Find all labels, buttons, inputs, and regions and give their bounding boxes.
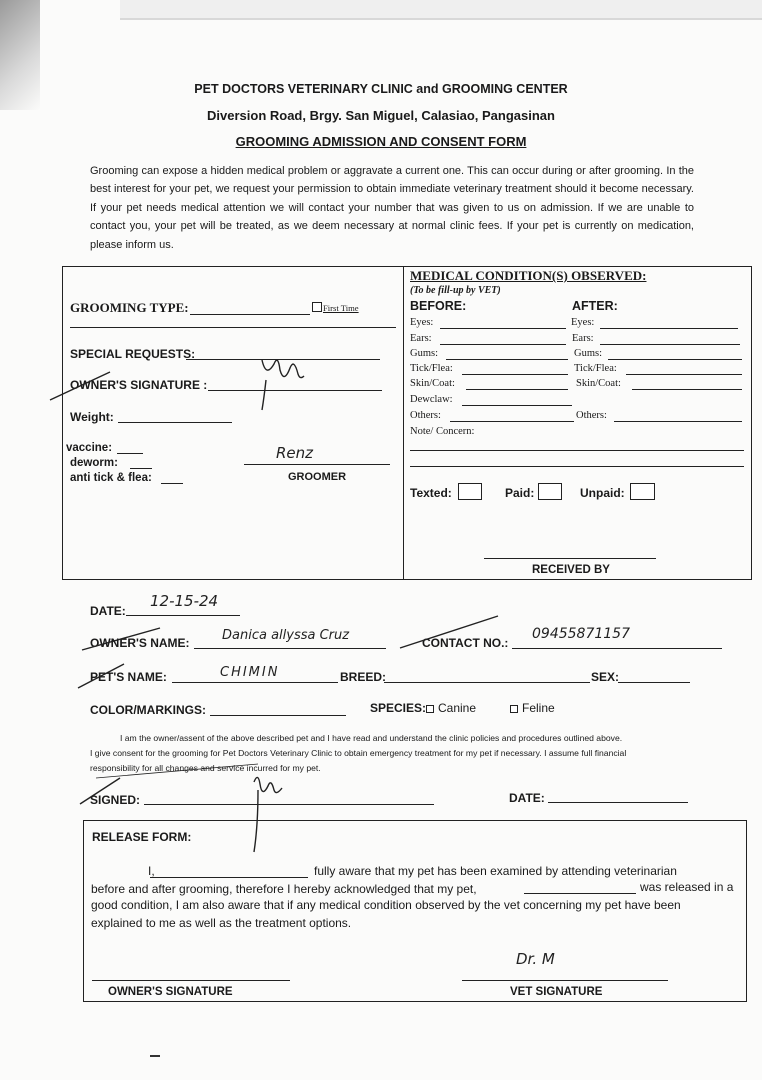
before-others-label: Others: [410, 410, 441, 421]
date-value: 12-15-24 [150, 592, 219, 610]
unpaid-label: Unpaid: [580, 486, 625, 500]
contact-label: CONTACT NO.: [422, 636, 509, 650]
page-mark [150, 1055, 160, 1057]
before-skin-label: Skin/Coat: [410, 378, 455, 389]
vaccine-label: vaccine: [66, 442, 113, 454]
first-time-label: First Time [323, 303, 359, 313]
pet-name-label: PET'S NAME: [90, 670, 167, 684]
before-gums-label: Gums: [410, 348, 439, 359]
received-by-label: RECEIVED BY [532, 564, 610, 576]
sex-label: SEX: [591, 670, 620, 684]
owner-sig-label: OWNER'S SIGNATURE [108, 986, 233, 998]
signed-label: SIGNED: [90, 793, 141, 807]
before-heading: BEFORE: [410, 299, 467, 313]
special-requests-label: SPECIAL REQUESTS: [70, 347, 196, 361]
species-label: SPECIES: [370, 701, 427, 715]
intro-paragraph: Grooming can expose a hidden medical problem or aggravate a current one. This can occur during or after grooming. In the best interest for your pet, we request your permission to obtain immediate veterinary treatment should it become necessary. If your pet needs medical attention we will contact your number that was given to us on admission. If we are unable to contact you, your pet will be treated, as we deem necessary at normal clinic fees. If your pet is currently on medication, please inform us. [90, 165, 694, 251]
before-eyes-label: Eyes: [410, 317, 434, 328]
after-ears-label: Ears: [572, 333, 594, 344]
weight-label: Weight: [70, 410, 114, 424]
clinic-name: PET DOCTORS VETERINARY CLINIC and GROOMING CENTER [194, 82, 568, 96]
release-text-2a: was released in a [640, 880, 734, 894]
date-label: DATE: [90, 604, 126, 618]
grooming-type-label: GROOMING TYPE: [70, 300, 189, 315]
release-title: RELEASE FORM: [92, 830, 192, 844]
feline-label: Feline [522, 701, 555, 715]
anti-tick-label: anti tick & flea: [70, 472, 152, 484]
signed-date-label: DATE: [509, 791, 545, 805]
vet-sig-label: VET SIGNATURE [510, 986, 603, 998]
owner-signature-scribble [262, 360, 304, 378]
release-text-1a: fully aware that my pet has been examined by attending veterinarian [314, 864, 677, 878]
after-eyes-label: Eyes: [571, 317, 595, 328]
clinic-address: Diversion Road, Brgy. San Miguel, Calasiao, Pangasinan [207, 108, 555, 123]
contact-value: 09455871157 [532, 626, 630, 642]
color-label: COLOR/MARKINGS: [90, 703, 206, 717]
pet-name-value: CHIMIN [220, 665, 280, 680]
before-tick-label: Tick/Flea: [410, 363, 453, 374]
after-skin-label: Skin/Coat: [576, 378, 621, 389]
breed-label: BREED: [340, 670, 387, 684]
dewclaw-label: Dewclaw: [410, 394, 453, 405]
consent-line-2: I give consent for the grooming for Pet Doctors Veterinary Clinic to obtain emergency treatment for my pet if necessary. I assume full financial [90, 748, 627, 758]
medical-subtitle: (To be fill-up by VET) [410, 285, 501, 296]
after-gums-label: Gums: [574, 348, 603, 359]
consent-line-1: I am the owner/assent of the above described pet and I have read and understand the clinic policies and procedures outlined above. [120, 733, 623, 743]
consent-line-3: responsibility for all changes and service incurred for my pet. [90, 763, 321, 773]
texted-label: Texted: [410, 486, 452, 500]
canine-label: Canine [438, 701, 477, 715]
after-others-label: Others: [576, 410, 607, 421]
paid-label: Paid: [505, 486, 535, 500]
owner-name-label: OWNER'S NAME: [90, 636, 190, 650]
release-text-2b: good condition, I am also aware that if any medical condition observed by the vet concerning my pet have been [91, 898, 681, 912]
after-heading: AFTER: [572, 299, 618, 313]
vet-signature: Dr. M [516, 950, 555, 968]
form-title: GROOMING ADMISSION AND CONSENT FORM [235, 134, 527, 149]
release-text-1b: before and after grooming, therefore I hereby acknowledged that my pet, [91, 882, 477, 896]
groomer-label: GROOMER [288, 471, 347, 483]
owner-name-value: Danica allyssa Cruz [222, 628, 350, 643]
before-ears-label: Ears: [410, 333, 432, 344]
after-tick-label: Tick/Flea: [574, 363, 617, 374]
release-text-2c: explained to me as well as the treatment options. [91, 916, 352, 930]
release-i: I, [148, 864, 155, 878]
groomer-signature: Renz [276, 444, 314, 462]
deworm-label: deworm: [70, 457, 118, 469]
note-label: Note/ Concern: [410, 426, 475, 437]
medical-title: MEDICAL CONDITION(S) OBSERVED: [410, 268, 647, 283]
owner-signature-label: OWNER'S SIGNATURE : [70, 378, 208, 392]
